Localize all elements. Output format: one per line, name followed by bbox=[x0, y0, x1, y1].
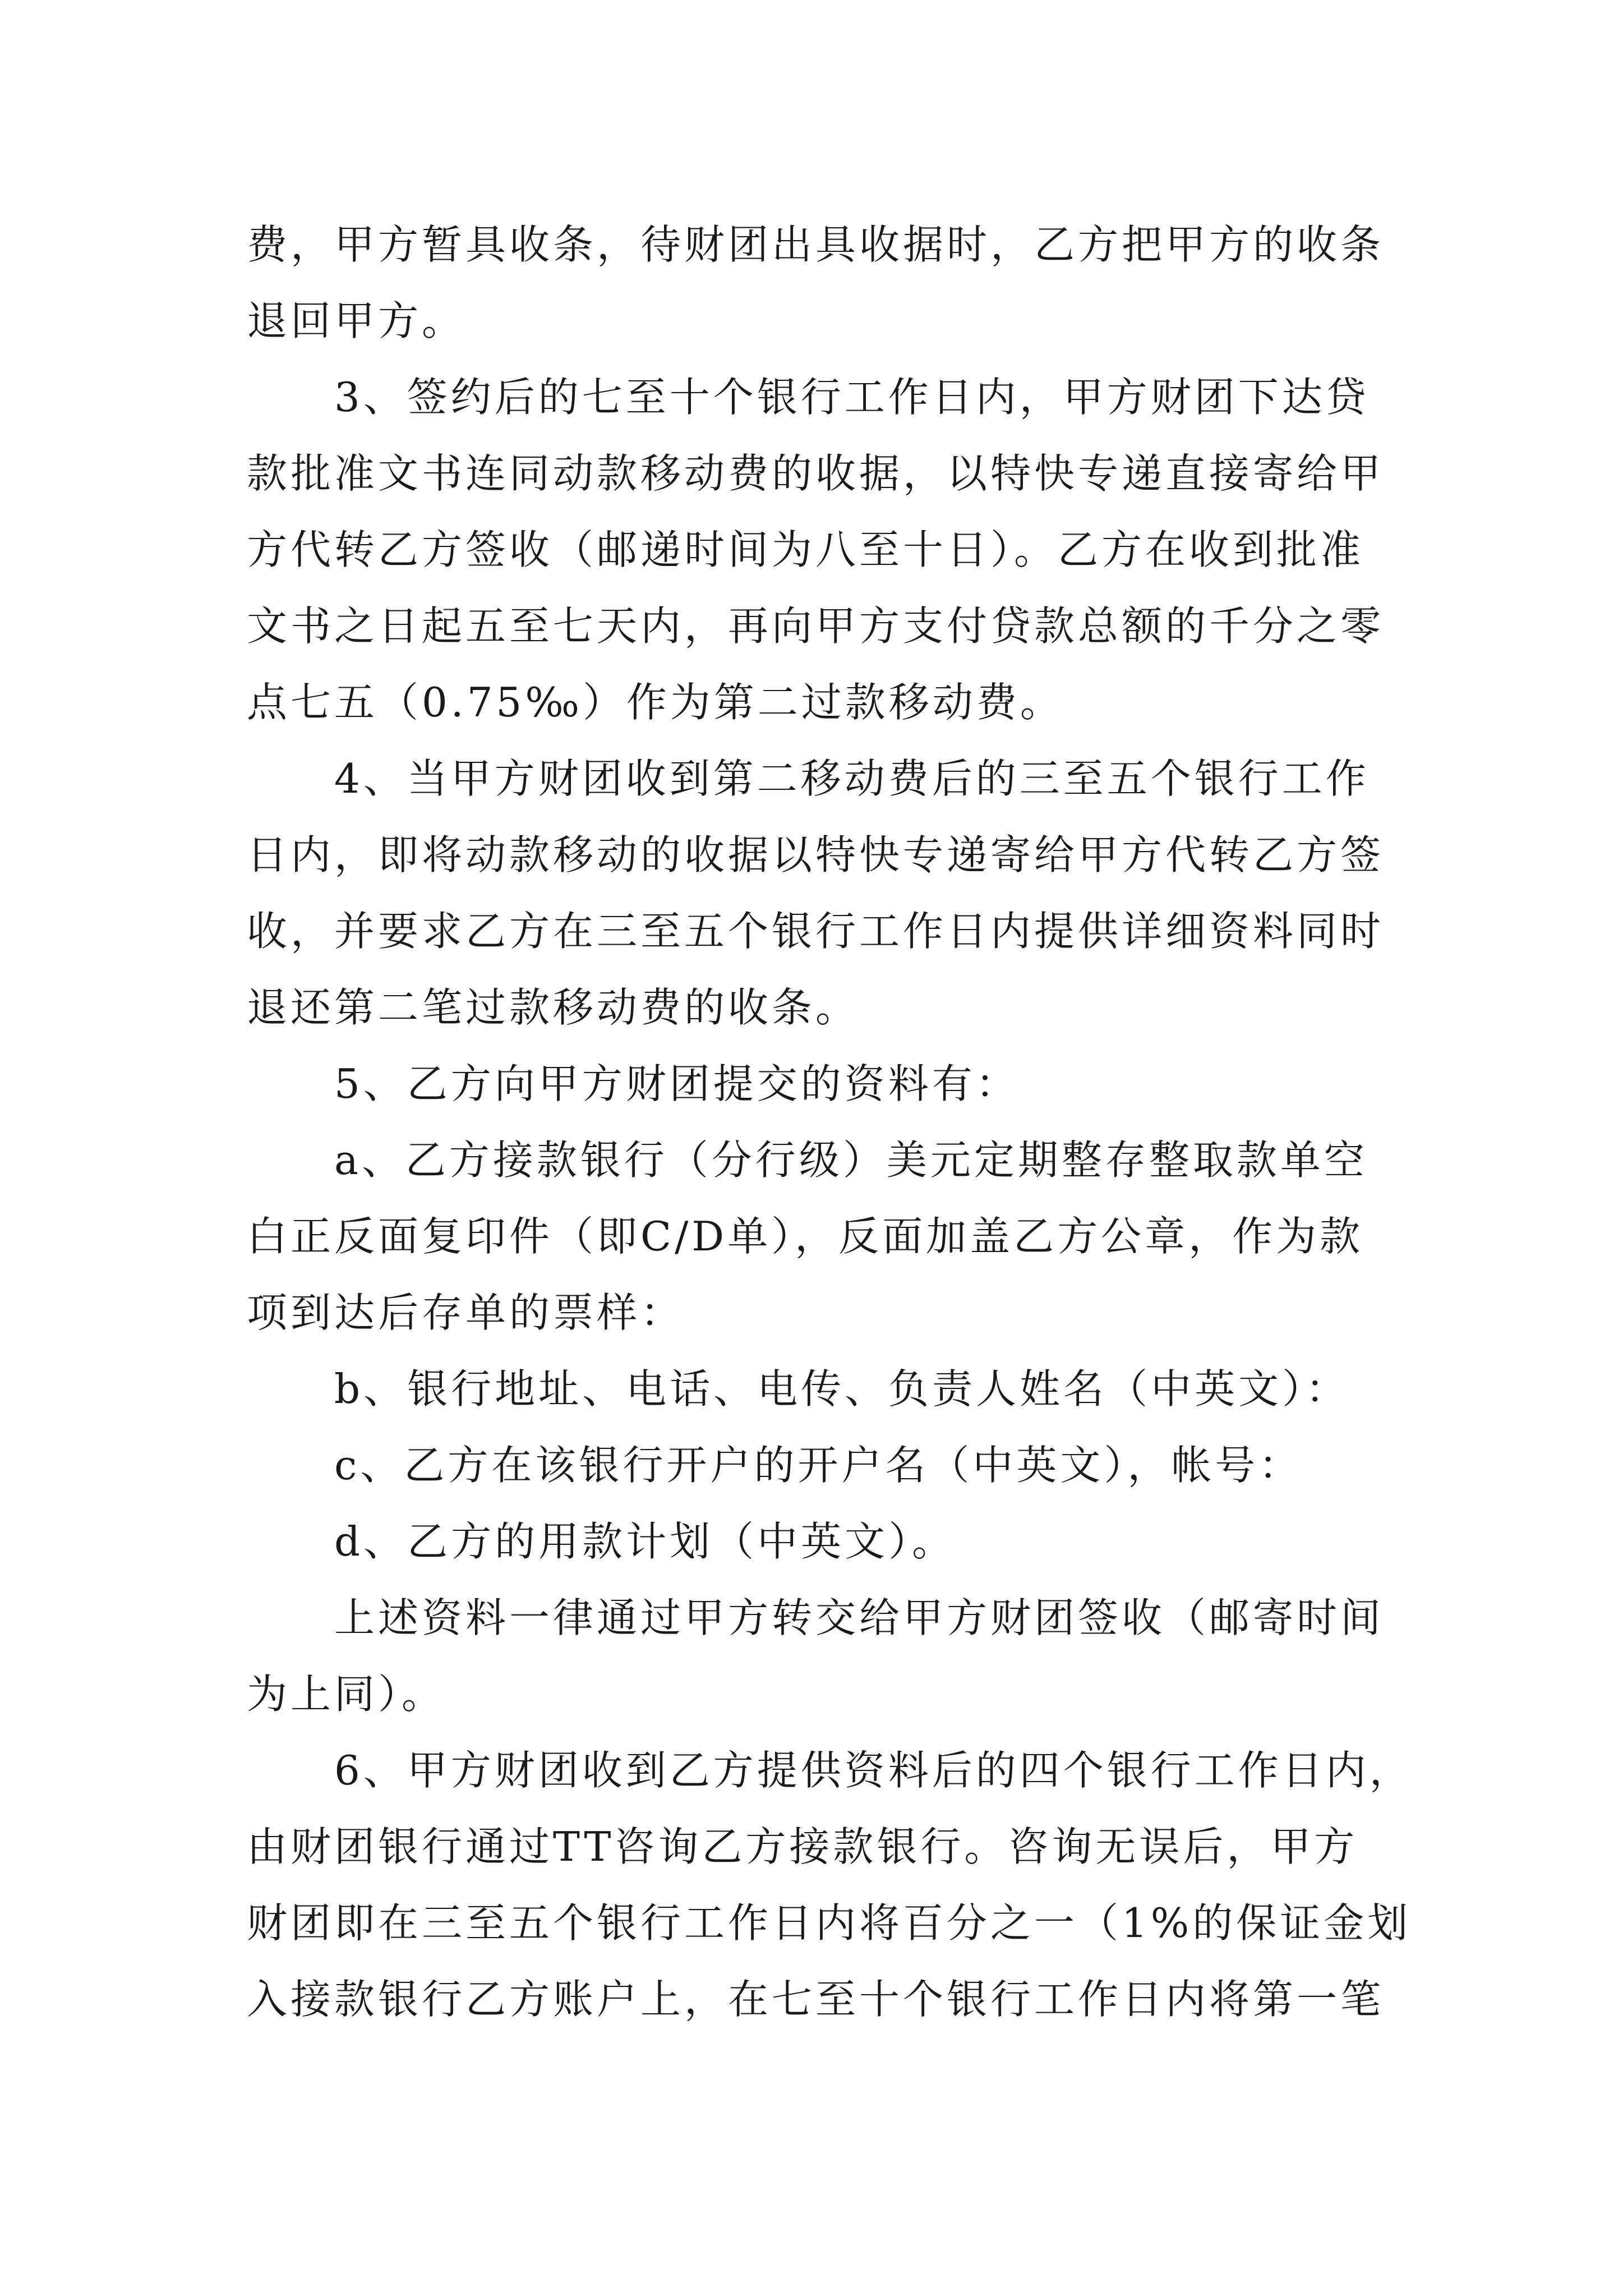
document-body bbox=[247, 206, 1413, 2037]
text-line: 白正反面复印件（即C/D单），反面加盖乙方公章，作为款 bbox=[247, 1213, 1364, 1260]
text-line: 项到达后存单的票样： bbox=[247, 1289, 685, 1336]
text-line: 退还第二笔过款移动费的收条。 bbox=[247, 984, 860, 1031]
text-line: 点七五（0.75‰）作为第二过款移动费。 bbox=[247, 679, 1064, 726]
paragraph-6-line: 6、甲方财团收到乙方提供资料后的四个银行工作日内， bbox=[247, 1747, 1413, 1794]
paragraph-5-line: 5、乙方向甲方财团提交的资料有： bbox=[247, 1060, 1020, 1107]
text-line: 日内，即将动款移动的收据以特快专递寄给甲方代转乙方签 bbox=[247, 831, 1385, 878]
text-line: 文书之日起五至七天内，再向甲方支付贷款总额的千分之零 bbox=[247, 602, 1385, 650]
text-line: 由财团银行通过TT咨询乙方接款银行。咨询无误后，甲方 bbox=[247, 1823, 1358, 1870]
paragraph-4-line: 4、当甲方财团收到第二移动费后的三至五个银行工作 bbox=[247, 755, 1370, 802]
text-line: 款批准文书连同动款移动费的收据，以特快专递直接寄给甲 bbox=[247, 450, 1385, 497]
item-d-line: d、乙方的用款计划（中英文）。 bbox=[247, 1518, 956, 1565]
item-b-line: b、银行地址、电话、电传、负责人姓名（中英文）： bbox=[247, 1365, 1350, 1412]
paragraph-3-line: 3、签约后的七至十个银行工作日内，甲方财团下达贷 bbox=[247, 374, 1370, 421]
text-line: 收，并要求乙方在三至五个银行工作日内提供详细资料同时 bbox=[247, 908, 1385, 955]
text-line: 方代转乙方签收（邮递时间为八至十日）。乙方在收到批准 bbox=[247, 526, 1364, 573]
text-line: 入接款银行乙方账户上，在七至十个银行工作日内将第一笔 bbox=[247, 1976, 1385, 2023]
text-line: 上述资料一律通过甲方转交给甲方财团签收（邮寄时间 bbox=[247, 1594, 1385, 1641]
item-a-line: a、乙方接款银行（分行级）美元定期整存整取款单空 bbox=[247, 1137, 1368, 1184]
text-line: 为上同）。 bbox=[247, 1671, 446, 1718]
text-line: 费，甲方暂具收条，待财团出具收据时，乙方把甲方的收条 bbox=[247, 221, 1385, 268]
item-c-line: c、乙方在该银行开户的开户名（中英文），帐号： bbox=[247, 1442, 1303, 1489]
text-line: 财团即在三至五个银行工作日内将百分之一（1%的保证金划 bbox=[247, 1899, 1412, 1947]
text-line: 退回甲方。 bbox=[247, 297, 466, 344]
